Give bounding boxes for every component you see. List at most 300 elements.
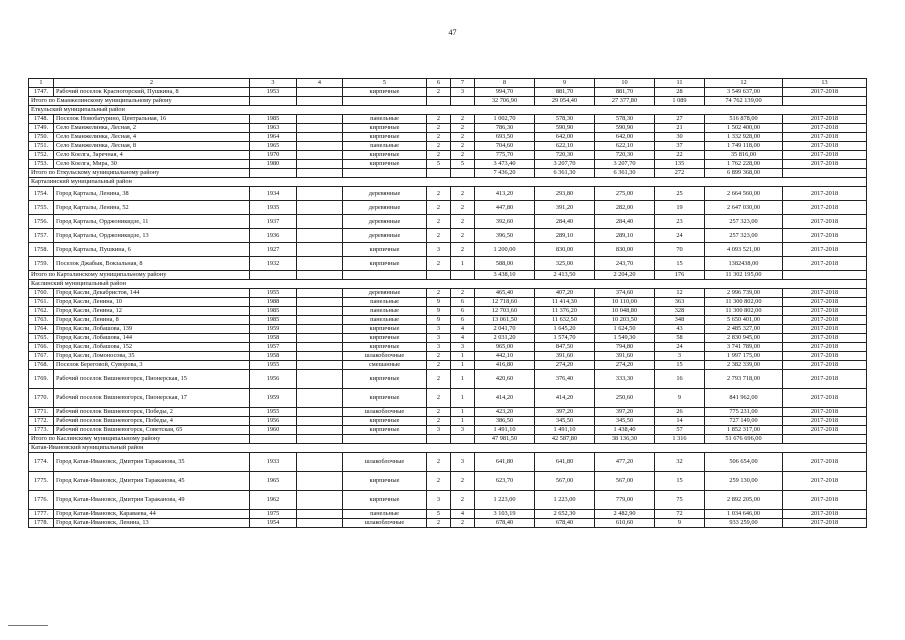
- residents-cell: 43: [655, 325, 705, 334]
- area-total-cell: 623,70: [475, 472, 535, 491]
- column-number-row: [29, 79, 867, 88]
- area-b-cell: 794,80: [595, 343, 655, 352]
- cost-cell: 2 793 718,00: [705, 370, 783, 389]
- residents-cell: 21: [655, 124, 705, 133]
- column-number-cell: 3: [250, 79, 297, 88]
- period-cell: 2017-2018: [783, 307, 867, 316]
- district-header-row: [29, 106, 867, 115]
- wall-material-cell: кирпичные: [343, 370, 427, 389]
- area-total-cell: 413,20: [475, 187, 535, 201]
- area-total-cell: 1 200,00: [475, 243, 535, 257]
- area-b-cell: 578,30: [595, 115, 655, 124]
- year-cell: 1927: [250, 243, 297, 257]
- floors-cell: 9: [427, 307, 451, 316]
- total-label: Итого по Каслинскому муниципальному району: [29, 435, 250, 444]
- year-cell: 1962: [250, 491, 297, 510]
- year-cell: 1985: [250, 316, 297, 325]
- empty-cell: [783, 169, 867, 178]
- floors-cell: 2: [427, 257, 451, 271]
- wall-material-cell: деревянные: [343, 201, 427, 215]
- column-number-cell: 6: [427, 79, 451, 88]
- empty-cell: [297, 229, 343, 243]
- wall-material-cell: кирпичные: [343, 417, 427, 426]
- address-cell: Село Еманжелинка, Лесная, 2: [54, 124, 250, 133]
- year-cell: 1964: [250, 133, 297, 142]
- floors-cell: 2: [427, 151, 451, 160]
- total-area-cell: 47 981,50: [475, 435, 535, 444]
- total-area-cell: 3 438,10: [475, 271, 535, 280]
- column-number-cell: 12: [705, 79, 783, 88]
- empty-cell: [297, 334, 343, 343]
- column-number-cell: 9: [535, 79, 595, 88]
- area-a-cell: 11 376,20: [535, 307, 595, 316]
- residents-cell: 25: [655, 187, 705, 201]
- row-number-cell: 1767.: [29, 352, 54, 361]
- column-number-cell: 4: [297, 79, 343, 88]
- cost-cell: 933 259,00: [705, 519, 783, 528]
- residents-cell: 58: [655, 334, 705, 343]
- entrances-cell: 2: [451, 215, 475, 229]
- floors-cell: 3: [427, 334, 451, 343]
- address-cell: Поселок Джабык, Вокзальная, 8: [54, 257, 250, 271]
- total-label: Итого по Еманжелинскому муниципальному району: [29, 97, 250, 106]
- column-number-cell: 13: [783, 79, 867, 88]
- year-cell: 1956: [250, 370, 297, 389]
- floors-cell: 3: [427, 426, 451, 435]
- area-total-cell: 588,00: [475, 257, 535, 271]
- empty-cell: [250, 97, 297, 106]
- wall-material-cell: кирпичные: [343, 343, 427, 352]
- floors-cell: 3: [427, 243, 451, 257]
- table-row: [29, 426, 867, 435]
- row-number-cell: 1750.: [29, 133, 54, 142]
- area-b-cell: 282,00: [595, 201, 655, 215]
- residents-cell: 24: [655, 343, 705, 352]
- wall-material-cell: шлакоблочные: [343, 352, 427, 361]
- empty-cell: [297, 124, 343, 133]
- total-residents-cell: 1 316: [655, 435, 705, 444]
- residents-cell: 19: [655, 201, 705, 215]
- year-cell: 1985: [250, 115, 297, 124]
- area-total-cell: 416,80: [475, 361, 535, 370]
- column-number-cell: 8: [475, 79, 535, 88]
- cost-cell: 35 816,00: [705, 151, 783, 160]
- period-cell: 2017-2018: [783, 417, 867, 426]
- entrances-cell: 3: [451, 426, 475, 435]
- cost-cell: 1382438,00: [705, 257, 783, 271]
- wall-material-cell: шлакоблочные: [343, 453, 427, 472]
- table-row: [29, 417, 867, 426]
- year-cell: 1958: [250, 334, 297, 343]
- cost-cell: 2 485 327,00: [705, 325, 783, 334]
- area-b-cell: 250,60: [595, 389, 655, 408]
- empty-cell: [297, 491, 343, 510]
- empty-cell: [297, 361, 343, 370]
- area-total-cell: 693,50: [475, 133, 535, 142]
- area-a-cell: 274,20: [535, 361, 595, 370]
- total-area-b-cell: 27 377,80: [595, 97, 655, 106]
- address-cell: Город Карталы, Ленина, 38: [54, 187, 250, 201]
- column-number-cell: 5: [343, 79, 427, 88]
- entrances-cell: 6: [451, 307, 475, 316]
- total-label: Итого по Еткульскому муниципальному району: [29, 169, 250, 178]
- district-total-row: [29, 271, 867, 280]
- row-number-cell: 1770.: [29, 389, 54, 408]
- area-b-cell: 275,00: [595, 187, 655, 201]
- wall-material-cell: панельные: [343, 510, 427, 519]
- district-total-row: [29, 435, 867, 444]
- area-b-cell: 610,60: [595, 519, 655, 528]
- housing-register-table: [28, 78, 867, 528]
- address-cell: Рабочий поселок Вишневогорск, Советская, 65: [54, 426, 250, 435]
- cost-cell: 2 892 205,00: [705, 491, 783, 510]
- residents-cell: 75: [655, 491, 705, 510]
- area-a-cell: 720,30: [535, 151, 595, 160]
- empty-cell: [297, 115, 343, 124]
- total-area-b-cell: 6 361,30: [595, 169, 655, 178]
- wall-material-cell: кирпичные: [343, 160, 427, 169]
- empty-cell: [783, 271, 867, 280]
- period-cell: 2017-2018: [783, 510, 867, 519]
- wall-material-cell: кирпичные: [343, 133, 427, 142]
- total-area-a-cell: 42 587,80: [535, 435, 595, 444]
- empty-cell: [297, 307, 343, 316]
- table-row: [29, 257, 867, 271]
- period-cell: 2017-2018: [783, 389, 867, 408]
- period-cell: 2017-2018: [783, 426, 867, 435]
- residents-cell: 57: [655, 426, 705, 435]
- address-cell: Рабочий поселок Красногорский, Пушкина, 8: [54, 88, 250, 97]
- row-number-cell: 1778.: [29, 519, 54, 528]
- table-row: [29, 334, 867, 343]
- address-cell: Рабочий поселок Вишневогорск, Победы, 4: [54, 417, 250, 426]
- empty-cell: [297, 453, 343, 472]
- entrances-cell: 1: [451, 257, 475, 271]
- entrances-cell: 2: [451, 151, 475, 160]
- area-total-cell: 12 703,60: [475, 307, 535, 316]
- floors-cell: 2: [427, 417, 451, 426]
- wall-material-cell: кирпичные: [343, 334, 427, 343]
- total-area-cell: 32 706,90: [475, 97, 535, 106]
- cost-cell: 2 647 030,00: [705, 201, 783, 215]
- entrances-cell: 4: [451, 334, 475, 343]
- residents-cell: 15: [655, 361, 705, 370]
- entrances-cell: 3: [451, 343, 475, 352]
- area-a-cell: 11 632,50: [535, 316, 595, 325]
- year-cell: 1959: [250, 325, 297, 334]
- floors-cell: 2: [427, 229, 451, 243]
- floors-cell: 2: [427, 289, 451, 298]
- empty-cell: [783, 435, 867, 444]
- table-row: [29, 289, 867, 298]
- area-a-cell: 1 223,00: [535, 491, 595, 510]
- period-cell: 2017-2018: [783, 408, 867, 417]
- row-number-cell: 1758.: [29, 243, 54, 257]
- address-cell: Рабочий поселок Вишневогорск, Победы, 2: [54, 408, 250, 417]
- floors-cell: 2: [427, 215, 451, 229]
- cost-cell: 727 149,00: [705, 417, 783, 426]
- empty-cell: [297, 151, 343, 160]
- residents-cell: 27: [655, 115, 705, 124]
- area-b-cell: 243,70: [595, 257, 655, 271]
- entrances-cell: 2: [451, 187, 475, 201]
- area-b-cell: 830,00: [595, 243, 655, 257]
- row-number-cell: 1773.: [29, 426, 54, 435]
- wall-material-cell: деревянные: [343, 229, 427, 243]
- wall-material-cell: панельные: [343, 142, 427, 151]
- entrances-cell: 2: [451, 243, 475, 257]
- empty-cell: [297, 298, 343, 307]
- period-cell: 2017-2018: [783, 160, 867, 169]
- wall-material-cell: деревянные: [343, 289, 427, 298]
- row-number-cell: 1771.: [29, 408, 54, 417]
- row-number-cell: 1772.: [29, 417, 54, 426]
- empty-cell: [297, 169, 343, 178]
- area-b-cell: 333,30: [595, 370, 655, 389]
- table-row: [29, 187, 867, 201]
- area-total-cell: 678,40: [475, 519, 535, 528]
- residents-cell: 32: [655, 453, 705, 472]
- cost-cell: 2 830 945,00: [705, 334, 783, 343]
- period-cell: 2017-2018: [783, 124, 867, 133]
- year-cell: 1957: [250, 343, 297, 352]
- table-row: [29, 88, 867, 97]
- wall-material-cell: панельные: [343, 298, 427, 307]
- floors-cell: 2: [427, 361, 451, 370]
- empty-cell: [343, 435, 427, 444]
- year-cell: 1937: [250, 215, 297, 229]
- cost-cell: 1 852 317,00: [705, 426, 783, 435]
- period-cell: 2017-2018: [783, 115, 867, 124]
- cost-cell: 1 762 228,00: [705, 160, 783, 169]
- floors-cell: 2: [427, 519, 451, 528]
- empty-cell: [297, 88, 343, 97]
- area-b-cell: 274,20: [595, 361, 655, 370]
- empty-cell: [297, 510, 343, 519]
- empty-cell: [297, 343, 343, 352]
- area-total-cell: 641,80: [475, 453, 535, 472]
- total-residents-cell: 176: [655, 271, 705, 280]
- floors-cell: 3: [427, 343, 451, 352]
- area-b-cell: 622,10: [595, 142, 655, 151]
- residents-cell: 24: [655, 229, 705, 243]
- cost-cell: 1 332 928,00: [705, 133, 783, 142]
- row-number-cell: 1762.: [29, 307, 54, 316]
- district-header-row: [29, 280, 867, 289]
- row-number-cell: 1759.: [29, 257, 54, 271]
- empty-cell: [297, 408, 343, 417]
- total-cost-cell: 74 762 139,00: [705, 97, 783, 106]
- floors-cell: 3: [427, 491, 451, 510]
- cost-cell: 1 749 118,00: [705, 142, 783, 151]
- row-number-cell: 1748.: [29, 115, 54, 124]
- area-a-cell: 289,10: [535, 229, 595, 243]
- area-b-cell: 779,00: [595, 491, 655, 510]
- floors-cell: 5: [427, 510, 451, 519]
- area-total-cell: 2 041,70: [475, 325, 535, 334]
- row-number-cell: 1754.: [29, 187, 54, 201]
- area-b-cell: 3 207,70: [595, 160, 655, 169]
- column-number-cell: 1: [29, 79, 54, 88]
- table-row: [29, 343, 867, 352]
- year-cell: 1988: [250, 298, 297, 307]
- area-a-cell: 2 652,30: [535, 510, 595, 519]
- entrances-cell: 3: [451, 453, 475, 472]
- area-a-cell: 641,80: [535, 453, 595, 472]
- cost-cell: 506 654,00: [705, 453, 783, 472]
- table-row: [29, 243, 867, 257]
- column-number-cell: 11: [655, 79, 705, 88]
- address-cell: Город Касли, Ленина, 10: [54, 298, 250, 307]
- entrances-cell: 1: [451, 361, 475, 370]
- area-a-cell: 397,20: [535, 408, 595, 417]
- entrances-cell: 3: [451, 88, 475, 97]
- column-number-cell: 7: [451, 79, 475, 88]
- address-cell: Город Карталы, Пушкина, 6: [54, 243, 250, 257]
- district-total-row: [29, 169, 867, 178]
- wall-material-cell: кирпичные: [343, 124, 427, 133]
- empty-cell: [297, 97, 343, 106]
- row-number-cell: 1760.: [29, 289, 54, 298]
- address-cell: Село Еманжелинка, Лесная, 4: [54, 133, 250, 142]
- period-cell: 2017-2018: [783, 519, 867, 528]
- address-cell: Город Касли, Лобашова, 144: [54, 334, 250, 343]
- residents-cell: 72: [655, 510, 705, 519]
- area-b-cell: 10 203,50: [595, 316, 655, 325]
- empty-cell: [297, 201, 343, 215]
- entrances-cell: 2: [451, 115, 475, 124]
- period-cell: 2017-2018: [783, 316, 867, 325]
- area-a-cell: 284,40: [535, 215, 595, 229]
- column-number-cell: 10: [595, 79, 655, 88]
- entrances-cell: 2: [451, 133, 475, 142]
- area-total-cell: 12 718,60: [475, 298, 535, 307]
- area-a-cell: 293,80: [535, 187, 595, 201]
- period-cell: 2017-2018: [783, 491, 867, 510]
- row-number-cell: 1749.: [29, 124, 54, 133]
- period-cell: 2017-2018: [783, 472, 867, 491]
- area-total-cell: 3 473,40: [475, 160, 535, 169]
- empty-cell: [451, 435, 475, 444]
- floors-cell: 9: [427, 316, 451, 325]
- entrances-cell: 2: [451, 124, 475, 133]
- empty-cell: [451, 169, 475, 178]
- wall-material-cell: кирпичные: [343, 257, 427, 271]
- empty-cell: [451, 97, 475, 106]
- empty-cell: [427, 97, 451, 106]
- entrances-cell: 5: [451, 160, 475, 169]
- area-b-cell: 477,20: [595, 453, 655, 472]
- address-cell: Село Коелга, Мира, 30: [54, 160, 250, 169]
- floors-cell: 2: [427, 142, 451, 151]
- row-number-cell: 1764.: [29, 325, 54, 334]
- total-area-a-cell: 29 054,40: [535, 97, 595, 106]
- table-row: [29, 472, 867, 491]
- row-number-cell: 1761.: [29, 298, 54, 307]
- entrances-cell: 6: [451, 316, 475, 325]
- row-number-cell: 1774.: [29, 453, 54, 472]
- address-cell: Рабочий поселок Вишневогорск, Пионерская, 15: [54, 370, 250, 389]
- floors-cell: 2: [427, 187, 451, 201]
- area-a-cell: 414,20: [535, 389, 595, 408]
- period-cell: 2017-2018: [783, 151, 867, 160]
- cost-cell: 775 231,00: [705, 408, 783, 417]
- table-row: [29, 115, 867, 124]
- empty-cell: [297, 215, 343, 229]
- district-name: Катав-Ивановский муниципальный район: [29, 444, 867, 453]
- table-row: [29, 519, 867, 528]
- address-cell: Город Катав-Ивановск, Дмитрия Тараканова, 49: [54, 491, 250, 510]
- area-b-cell: 397,20: [595, 408, 655, 417]
- area-total-cell: 1 002,70: [475, 115, 535, 124]
- table-row: [29, 160, 867, 169]
- empty-cell: [297, 370, 343, 389]
- entrances-cell: 1: [451, 408, 475, 417]
- empty-cell: [343, 169, 427, 178]
- area-b-cell: 10 048,80: [595, 307, 655, 316]
- address-cell: Город Катав-Ивановск, Дмитрия Тараканова, 45: [54, 472, 250, 491]
- address-cell: Город Касли, Лобашова, 139: [54, 325, 250, 334]
- floors-cell: 3: [427, 325, 451, 334]
- entrances-cell: 2: [451, 201, 475, 215]
- empty-cell: [297, 426, 343, 435]
- cost-cell: 1 502 400,00: [705, 124, 783, 133]
- empty-cell: [343, 271, 427, 280]
- cost-cell: 516 878,00: [705, 115, 783, 124]
- cost-cell: 257 323,00: [705, 229, 783, 243]
- area-a-cell: 391,20: [535, 201, 595, 215]
- residents-cell: 15: [655, 257, 705, 271]
- district-header-row: [29, 178, 867, 187]
- period-cell: 2017-2018: [783, 343, 867, 352]
- address-cell: Поселок Новобатурино, Центральная, 16: [54, 115, 250, 124]
- cost-cell: 1 034 646,00: [705, 510, 783, 519]
- area-b-cell: 567,00: [595, 472, 655, 491]
- year-cell: 1975: [250, 510, 297, 519]
- area-a-cell: 622,10: [535, 142, 595, 151]
- residents-cell: 12: [655, 289, 705, 298]
- year-cell: 1935: [250, 201, 297, 215]
- period-cell: 2017-2018: [783, 453, 867, 472]
- area-total-cell: 1 223,00: [475, 491, 535, 510]
- area-total-cell: 786,30: [475, 124, 535, 133]
- period-cell: 2017-2018: [783, 133, 867, 142]
- entrances-cell: 2: [451, 142, 475, 151]
- total-cost-cell: 51 676 696,00: [705, 435, 783, 444]
- table-row: [29, 151, 867, 160]
- empty-cell: [427, 169, 451, 178]
- entrances-cell: 4: [451, 510, 475, 519]
- cost-cell: 2 382 339,00: [705, 361, 783, 370]
- empty-cell: [297, 271, 343, 280]
- area-total-cell: 965,00: [475, 343, 535, 352]
- table-row: [29, 389, 867, 408]
- row-number-cell: 1753.: [29, 160, 54, 169]
- address-cell: Город Касли, Декабристов, 144: [54, 289, 250, 298]
- row-number-cell: 1777.: [29, 510, 54, 519]
- year-cell: 1933: [250, 453, 297, 472]
- district-name: Карталинский муниципальный район: [29, 178, 867, 187]
- area-a-cell: 590,90: [535, 124, 595, 133]
- period-cell: 2017-2018: [783, 215, 867, 229]
- empty-cell: [250, 435, 297, 444]
- cost-cell: 2 664 560,00: [705, 187, 783, 201]
- year-cell: 1970: [250, 151, 297, 160]
- empty-cell: [427, 271, 451, 280]
- address-cell: Рабочий поселок Вишневогорск, Пионерская, 17: [54, 389, 250, 408]
- floors-cell: 2: [427, 133, 451, 142]
- wall-material-cell: панельные: [343, 115, 427, 124]
